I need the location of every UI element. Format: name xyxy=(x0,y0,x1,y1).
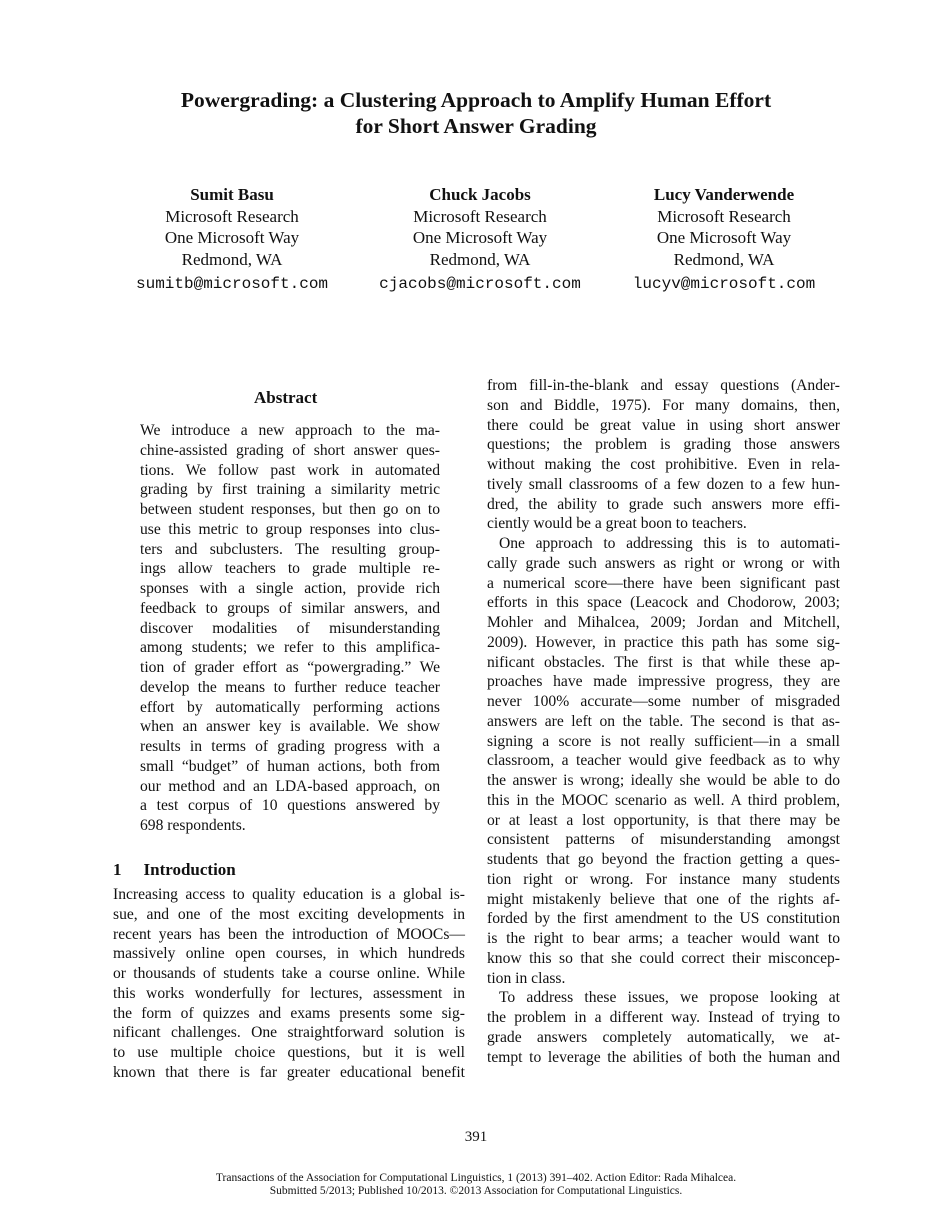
text-line: students that go beyond the fraction getting a ques- xyxy=(487,851,840,868)
author-affiliation: Microsoft Research xyxy=(657,206,791,226)
author-address: One Microsoft Way xyxy=(412,228,548,248)
text-line: there could be great value in using short answer xyxy=(487,416,840,434)
footer-line-2: Submitted 5/2013; Published 10/2013. ©2013 Association for Computational Linguistics. xyxy=(269,1185,683,1197)
text-line: between student responses, but then go on to xyxy=(140,501,440,518)
footer-line-1: Transactions of the Association for Computational Linguistics, 1 (2013) 391–402. Action Editor: Rada Mihalcea. xyxy=(215,1172,737,1184)
text-line: discover modalities of misunderstanding xyxy=(140,619,440,637)
text-line: develop the means to further reduce teacher xyxy=(140,678,440,696)
section-title: Introduction xyxy=(143,860,236,879)
text-line: from fill-in-the-blank and essay questions (Ander- xyxy=(487,377,840,394)
right-column xyxy=(487,376,840,1067)
text-line: never 100% accurate—some number of misgraded xyxy=(487,693,840,710)
author-city: Redmond, WA xyxy=(673,250,775,270)
text-line: effort by automatically performing actions xyxy=(140,698,440,716)
section-number: 1 xyxy=(113,860,122,879)
text-line: questions; the problem is grading those answers xyxy=(487,436,840,454)
author-name: Chuck Jacobs xyxy=(429,185,531,204)
text-line: tion in class. xyxy=(487,969,566,987)
author-address: One Microsoft Way xyxy=(164,228,300,248)
text-line: 698 respondents. xyxy=(140,817,246,834)
author-city: Redmond, WA xyxy=(429,250,531,270)
text-line: cally grade such answers as right or wrong or with xyxy=(487,554,840,572)
text-line: known that there is far greater educational benefit xyxy=(113,1063,465,1081)
text-line: grade answers completely automatically, we at- xyxy=(487,1028,840,1046)
text-line: forded by the first amendment to the US constitution xyxy=(487,910,840,928)
text-line: this works wonderfully for lectures, assessment in xyxy=(113,984,465,1002)
text-line: recent years has been the introduction of MOOCs— xyxy=(113,925,465,943)
author-affiliation: Microsoft Research xyxy=(413,206,547,226)
text-line: tempt to leverage the abilities of both the human and xyxy=(487,1048,840,1066)
text-line: tions. We follow past work in automated xyxy=(140,461,440,479)
text-line: proaches have made impressive progress, they are xyxy=(487,673,840,691)
text-line: answers are left on the table. The second is that as- xyxy=(487,712,840,730)
text-line: among students; we refer to this amplifica- xyxy=(140,639,440,657)
text-line: the form of quizzes and exams presents some sig- xyxy=(113,1004,465,1022)
author-email: cjacobs@microsoft.com xyxy=(379,274,581,293)
text-line: grading by first training a similarity metric xyxy=(140,481,440,499)
text-line: a numerical score—there have been significant past xyxy=(487,574,840,592)
text-line: One approach to addressing this is to automati- xyxy=(499,535,840,552)
text-line: use this metric to group responses into clus- xyxy=(140,520,440,538)
text-line: might mistakenly believe that one of the rights af- xyxy=(487,890,840,908)
text-line: Mohler and Mihalcea, 2009; Jordan and Mitchell, xyxy=(487,614,840,631)
text-line: or thousands of students take a course online. While xyxy=(113,965,465,982)
text-line: know this so that she could correct their misconcep- xyxy=(487,949,840,967)
author-city: Redmond, WA xyxy=(181,250,283,270)
text-line: son and Biddle, 1975). For many domains, then, xyxy=(487,396,840,414)
author-name: Sumit Basu xyxy=(190,185,274,204)
text-line: ters and subclusters. The resulting group- xyxy=(140,540,440,558)
text-line: tion right or wrong. For instance many students xyxy=(487,870,840,888)
text-line: is the right to bear arms; a teacher would want to xyxy=(487,930,840,947)
abstract-body xyxy=(140,421,440,836)
text-line: when an answer key is available. We show xyxy=(140,718,440,736)
section-heading-introduction xyxy=(113,860,236,880)
paper-title-line-1: Powergrading: a Clustering Approach to Amplify Human Effort xyxy=(180,88,772,112)
text-line: dred, the ability to grade such answers more effi- xyxy=(487,495,840,513)
intro-left-column xyxy=(113,885,465,1083)
text-line: the problem in a different way. Instead of trying to xyxy=(487,1009,840,1026)
text-line: tively small classrooms of a few dozen to a few hun- xyxy=(487,475,840,493)
text-line: tion of grader effort as “powergrading.” We xyxy=(140,659,440,676)
paper-title-line-2: for Short Answer Grading xyxy=(355,114,597,138)
text-line: sue, and one of the most exciting developments in xyxy=(113,905,465,923)
text-line: or at least a lost opportunity, is that there may be xyxy=(487,811,840,829)
text-line: results in terms of grading progress with a xyxy=(140,738,440,755)
text-line: to use multiple choice questions, but it is well xyxy=(113,1044,465,1061)
text-line: efforts in this space (Leacock and Chodorow, 2003; xyxy=(487,594,840,612)
text-line: massively online open courses, in which hundreds xyxy=(113,945,465,963)
abstract-heading: Abstract xyxy=(254,388,318,407)
text-line: Increasing access to quality education is a global is- xyxy=(113,886,465,903)
page-number: 391 xyxy=(464,1129,488,1145)
text-line: chine-assisted grading of short answer ques- xyxy=(140,441,440,459)
text-line: We introduce a new approach to the ma- xyxy=(140,422,440,439)
text-line: consistent patterns of misunderstanding amongst xyxy=(487,831,840,849)
text-line: classroom, a teacher would give feedback as to why xyxy=(487,752,840,770)
text-line: feedback to groups of similar answers, and xyxy=(140,599,440,617)
text-line: nificant obstacles. The first is that while these ap- xyxy=(487,653,840,671)
author-email: lucyv@microsoft.com xyxy=(632,274,816,293)
text-line: signing a score is not really sufficient—in a small xyxy=(487,732,840,750)
text-line: small “budget” of human actions, both from xyxy=(140,757,440,775)
author-email: sumitb@microsoft.com xyxy=(135,274,329,293)
author-name: Lucy Vanderwende xyxy=(653,185,795,204)
text-line: the answer is wrong; ideally she would be able to do xyxy=(487,772,840,789)
author-address: One Microsoft Way xyxy=(656,228,792,248)
text-line: nificant challenges. One straightforward solution is xyxy=(113,1024,465,1042)
author-affiliation: Microsoft Research xyxy=(165,206,299,226)
author-block xyxy=(594,184,854,296)
text-line: ciently would be a great boon to teachers. xyxy=(487,515,747,533)
text-line: sponses with a single action, provide rich xyxy=(140,580,440,597)
text-line: our method and an LDA-based approach, on xyxy=(140,777,440,795)
text-line: To address these issues, we propose looking at xyxy=(499,989,840,1007)
text-line: without making the cost prohibitive. Even in rela- xyxy=(487,456,840,473)
text-line: a test corpus of 10 questions answered by xyxy=(140,797,440,815)
text-line: ings allow teachers to grade multiple re- xyxy=(140,560,440,578)
text-line: 2009). However, in practice this path has some sig- xyxy=(487,633,840,651)
text-line: this in the MOOC scenario as well. A third problem, xyxy=(487,791,840,809)
